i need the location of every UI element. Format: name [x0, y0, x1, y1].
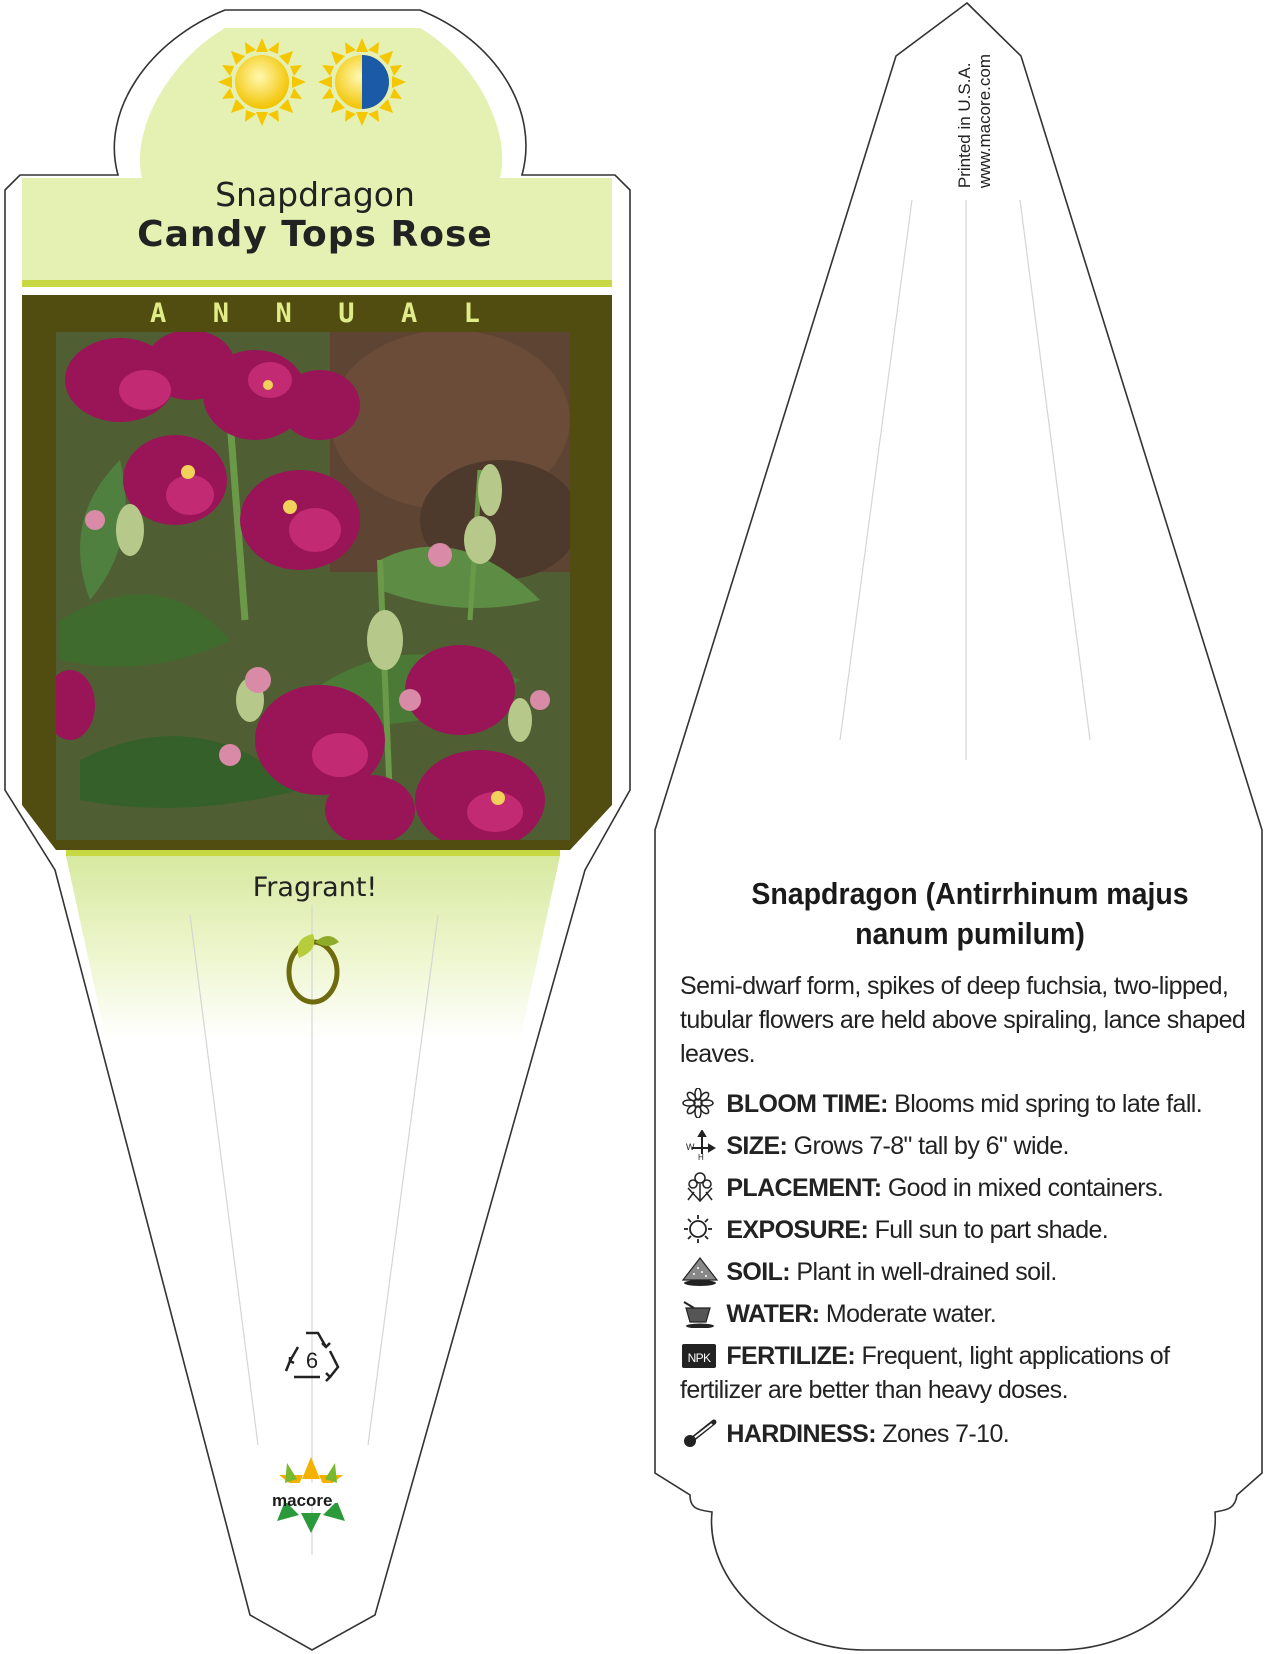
care-text: Plant in well-drained soil.: [796, 1258, 1057, 1286]
placement-icon: [680, 1172, 720, 1202]
care-label: HARDINESS:: [726, 1420, 876, 1448]
print-info: [955, 54, 995, 188]
tagline: Fragrant!: [252, 872, 378, 903]
care-text: Moderate water.: [825, 1300, 997, 1328]
header-divider: [22, 280, 612, 287]
care-label: SIZE:: [726, 1132, 788, 1160]
care-row-hardiness: [680, 1417, 1250, 1451]
thermometer-icon: [680, 1418, 720, 1448]
care-label: BLOOM TIME:: [726, 1090, 888, 1118]
care-row-size: [680, 1129, 1250, 1163]
care-label: EXPOSURE:: [726, 1216, 869, 1244]
care-text: Blooms mid spring to late fall.: [894, 1090, 1203, 1118]
category-letter: A: [400, 298, 418, 329]
svg-text:H: H: [698, 1153, 704, 1160]
flower-icon: [680, 1088, 720, 1118]
plant-photo: [45, 330, 580, 850]
care-text: Frequent, light applications of fertilizer are better than heavy doses.: [680, 1342, 1170, 1404]
care-text: Full sun to part shade.: [874, 1216, 1109, 1244]
care-label: PLACEMENT:: [726, 1174, 882, 1202]
plant-description: Semi-dwarf form, spikes of deep fuchsia, two-lipped, tubular flowers are held above spiraling, lance shaped leaves.: [680, 972, 1246, 1068]
variety-name: Candy Tops Rose: [137, 214, 493, 255]
care-row-soil: [680, 1255, 1250, 1289]
size-icon: [680, 1130, 720, 1160]
care-text: Zones 7-10.: [882, 1420, 1010, 1448]
care-row-fertilize: [680, 1339, 1250, 1407]
recycle-number: 6: [305, 1348, 319, 1373]
care-text: Grows 7-8" tall by 6" wide.: [793, 1132, 1069, 1160]
category-letter: N: [275, 298, 292, 329]
care-row-exposure: [680, 1213, 1250, 1247]
watering-can-icon: [680, 1298, 720, 1328]
botanical-title: Snapdragon (Antirrhinum majus nanum pumilum): [751, 876, 1189, 951]
part-shade-icon: [318, 38, 406, 126]
npk-icon: [680, 1340, 720, 1370]
category-letter: L: [463, 298, 480, 329]
care-row-placement: [680, 1171, 1250, 1205]
website: www.macore.com: [975, 54, 994, 189]
category-letter: N: [212, 298, 229, 329]
sun-icon: [680, 1214, 720, 1244]
category-letter: A: [150, 298, 167, 329]
svg-text:NPK: NPK: [687, 1351, 711, 1365]
printed-in: Printed in U.S.A.: [955, 62, 974, 189]
common-name: Snapdragon: [215, 175, 415, 214]
care-label: FERTILIZE:: [726, 1342, 856, 1370]
full-sun-icon: [218, 38, 306, 126]
category-label: [150, 298, 480, 329]
care-label: WATER:: [726, 1300, 820, 1328]
brand-logo-text: macore: [272, 1491, 333, 1510]
svg-text:W: W: [686, 1142, 694, 1152]
care-text: Good in mixed containers.: [887, 1174, 1164, 1202]
care-row-bloom: [680, 1087, 1250, 1121]
category-letter: U: [338, 298, 355, 329]
care-label: SOIL:: [726, 1258, 791, 1286]
soil-icon: [680, 1256, 720, 1286]
care-row-water: [680, 1297, 1250, 1331]
